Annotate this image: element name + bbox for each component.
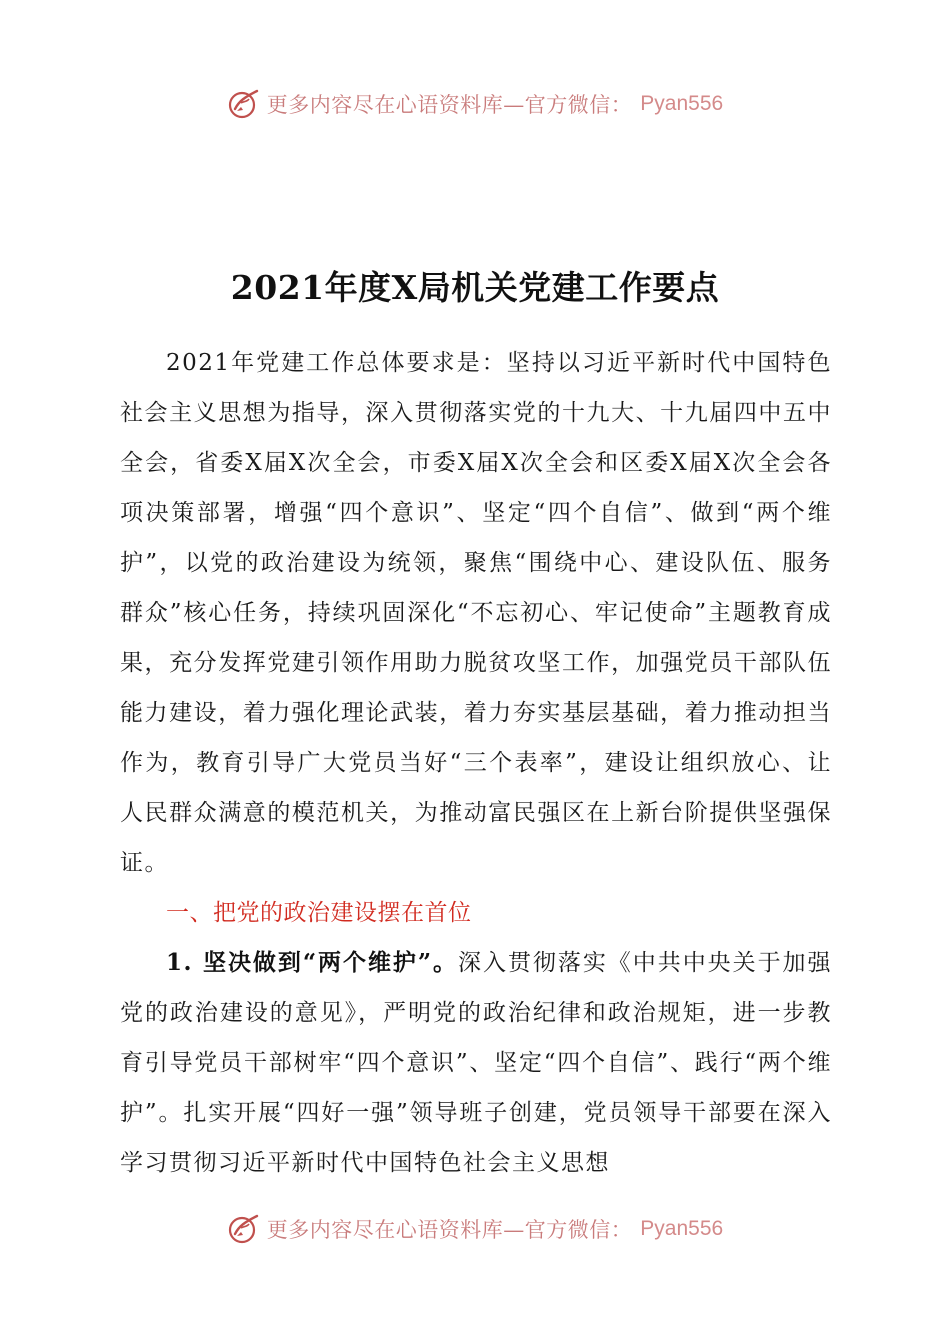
item-1-body: 深入贯彻落实《中共中央关于加强党的政治建设的意见》，严明党的政治纪律和政治规矩，进一步教育引导党员干部树牢“四个意识”、坚定“四个自信”、践行“两个维护”。扎实开展“四好一强”领导班子创建，党员领导干部要在深入学习贯彻习近平新时代中国特色社会主义思想 — [120, 950, 833, 1176]
watermark-header — [0, 84, 950, 124]
watermark-wechat-id: Pyan556 — [640, 1217, 724, 1240]
pen-logo-icon — [227, 87, 261, 121]
section-heading-1: 一、把党的政治建设摆在首位 — [166, 900, 472, 926]
item-1-paragraph — [120, 938, 832, 1188]
pen-logo-icon — [227, 1212, 261, 1246]
watermark-footer — [0, 1209, 950, 1249]
watermark-text: 更多内容尽在心语资料库—官方微信： — [266, 1218, 633, 1242]
intro-paragraph: 2021年党建工作总体要求是：坚持以习近平新时代中国特色社会主义思想为指导，深入贯彻落实党的十九大、十九届四中五中全会，省委X届X次全会，市委X届X次全会和区委X届X次全会各项决策部署，增强“四个意识”、坚定“四个自信”、做到“两个维护”，以党的政治建设为统领，聚焦“围绕中心、建设队伍、服务群众”核心任务，持续巩固深化“不忘初心、牢记使命”主题教育成果，充分发挥党建引领作用助力脱贫攻坚工作，加强党员干部队伍能力建设，着力强化理论武装，着力夯实基层基础，着力推动担当作为，教育引导广大党员当好“三个表率”，建设让组织放心、让人民群众满意的模范机关，为推动富民强区在上新台阶提供坚强保证。 — [120, 350, 832, 876]
item-1-lead: 1. 坚决做到“两个维护”。 — [166, 949, 459, 976]
document-title: 2021年度X局机关党建工作要点 — [230, 268, 720, 307]
watermark-wechat-id: Pyan556 — [640, 92, 724, 115]
document-body — [120, 338, 832, 1188]
watermark-text: 更多内容尽在心语资料库—官方微信： — [266, 93, 633, 117]
